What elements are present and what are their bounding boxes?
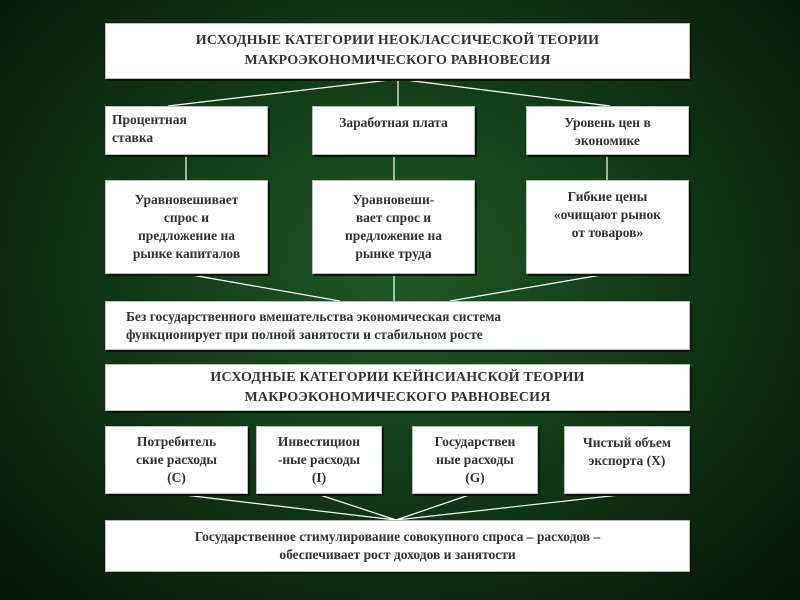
connector-title-to-rate — [168, 79, 398, 106]
category-interest-rate: Процентная ставка — [105, 106, 268, 155]
connector-title-to-price — [398, 79, 610, 106]
category-investment-spending: Инвестицион -ные расходы (I) — [256, 426, 382, 494]
keynesian-title: ИСХОДНЫЕ КАТЕГОРИИ КЕЙНСИАНСКОЙ ТЕОРИИ МАКРОЭКОНОМИЧЕСКОГО РАВНОВЕСИЯ — [105, 364, 690, 411]
effect-capital-market: Уравновешивает спрос и предложение на рынке капиталов — [105, 180, 268, 274]
category-consumer-spending: Потребитель ские расходы (C) — [105, 426, 248, 494]
neoclassical-conclusion: Без государственного вмешательства экономическая система функционирует при полной занятости и стабильном росте — [105, 301, 690, 350]
category-net-exports: Чистый объем экспорта (X) — [564, 426, 690, 494]
category-government-spending: Государствен ные расходы (G) — [412, 426, 538, 494]
neoclassical-title: ИСХОДНЫЕ КАТЕГОРИИ НЕОКЛАССИЧЕСКОЙ ТЕОРИИ МАКРОЭКОНОМИЧЕСКОГО РАВНОВЕСИЯ — [105, 23, 690, 79]
connector-effect3-to-conclusion — [450, 274, 607, 301]
connector-i-to-conclusion — [317, 494, 396, 520]
connector-x-to-conclusion — [396, 494, 628, 520]
effect-goods-market: Гибкие цены «очищают рынок от товаров» — [526, 180, 689, 274]
effect-labor-market: Уравновеши- вает спрос и предложение на рынке труда — [312, 180, 475, 274]
keynesian-conclusion: Государственное стимулирование совокупного спроса – расходов – обеспечивает рост доходов и занятости — [105, 520, 690, 572]
connector-effect1-to-conclusion — [186, 274, 340, 301]
category-price-level: Уровень цен в экономике — [526, 106, 689, 155]
connector-c-to-conclusion — [176, 494, 396, 520]
category-wages: Заработная плата — [312, 106, 475, 155]
